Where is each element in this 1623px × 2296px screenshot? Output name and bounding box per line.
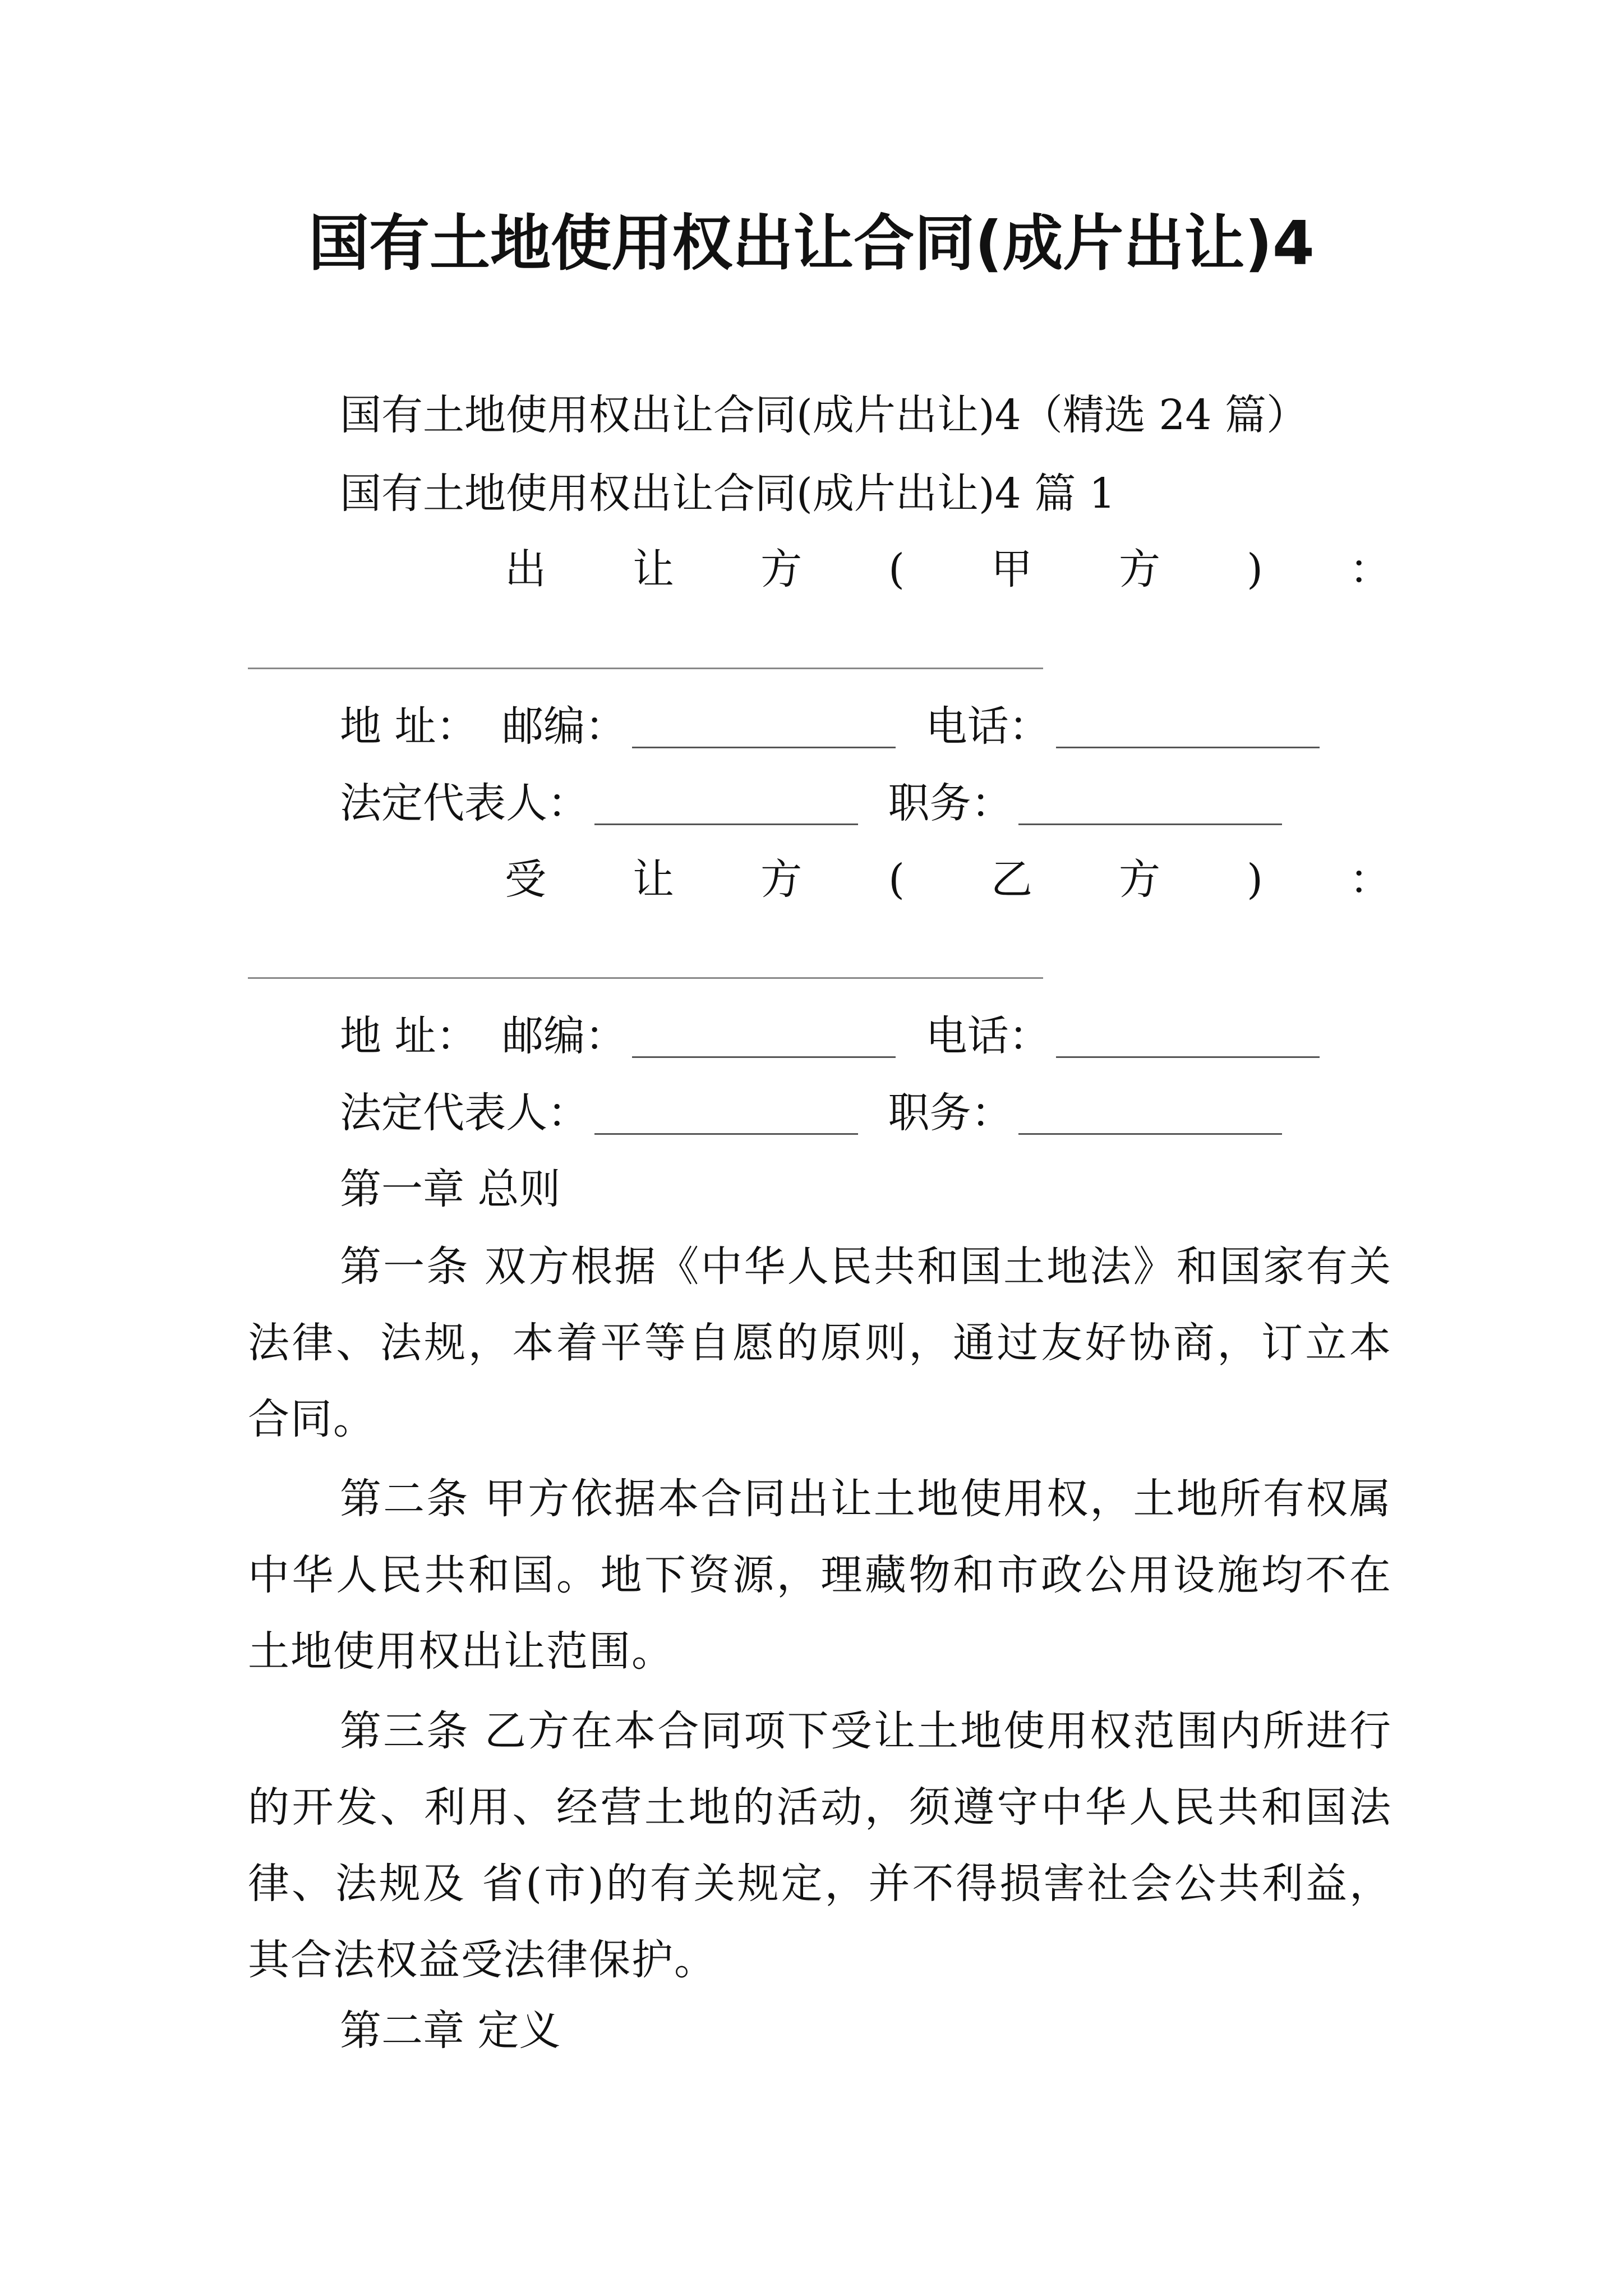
article-paragraph: 第二条 甲方依据本合同出让土地使用权，土地所有权属中华人民共和国。地下资源，理藏物和市政公用设施均不在土地使用权出让范围。 xyxy=(248,1475,1392,1676)
party-b-address-row xyxy=(340,1008,1336,1064)
party-b-char: ： xyxy=(1349,855,1391,904)
party-a-name-blank xyxy=(248,668,1043,669)
party-a-label xyxy=(505,541,1391,597)
article-paragraph: 第一条 双方根据《中华人民共和国土地法》和国家有关法律、法规，本着平等自愿的原则，通过友好协商，订立本合同。 xyxy=(248,1243,1392,1443)
party-b-char: 让 xyxy=(633,855,675,904)
article-paragraph: 第三条 乙方在本合同项下受让土地使用权范围内所进行的开发、利用、经营土地的活动，须遵守中华人民共和国法律、法规及 省(市)的有关规定，并不得损害社会公共利益，其合法权益受法律保护。 xyxy=(248,1707,1392,1984)
party-a-char: 方 xyxy=(760,545,803,593)
legal-rep-label: 法定代表人： xyxy=(340,1089,589,1137)
legal-rep-blank xyxy=(594,784,858,825)
party-a-address-row xyxy=(340,698,1336,754)
phone-label: 电话： xyxy=(925,1012,1050,1060)
party-b-label xyxy=(505,852,1391,908)
document-title: 国有土地使用权出让合同(成片出让)4 xyxy=(308,209,1315,279)
party-a-char: 出 xyxy=(505,545,546,593)
party-a-char: ( xyxy=(888,545,905,593)
party-b-rep-row xyxy=(340,1085,1299,1141)
chapter-heading: 第一章 总则 xyxy=(340,1165,561,1213)
party-b-char: 乙 xyxy=(991,855,1032,904)
party-b-char: ( xyxy=(888,855,905,904)
party-a-char: 方 xyxy=(1119,545,1161,593)
postcode-label: 邮编： xyxy=(502,702,627,751)
party-a-char: ： xyxy=(1349,545,1391,593)
party-a-rep-row xyxy=(340,775,1299,831)
party-b-char: 方 xyxy=(1119,855,1161,904)
party-a-char: 让 xyxy=(633,545,675,593)
postcode-blank xyxy=(632,1017,896,1058)
legal-rep-label: 法定代表人： xyxy=(340,779,589,827)
phone-label: 电话： xyxy=(925,702,1050,751)
address-label: 地 址： xyxy=(340,1012,478,1060)
position-label: 职务： xyxy=(888,1089,1013,1137)
section-heading: 国有土地使用权出让合同(成片出让)4 篇 1 xyxy=(340,470,1115,518)
position-blank xyxy=(1018,784,1282,825)
phone-blank xyxy=(1056,707,1320,748)
chapter-heading: 第二章 定义 xyxy=(340,2007,561,2055)
position-blank xyxy=(1018,1094,1282,1135)
postcode-label: 邮编： xyxy=(502,1012,627,1060)
postcode-blank xyxy=(632,707,896,748)
address-label: 地 址： xyxy=(340,702,478,751)
party-b-name-blank xyxy=(248,977,1043,979)
position-label: 职务： xyxy=(888,779,1013,827)
document-subtitle: 国有土地使用权出让合同(成片出让)4（精选 24 篇） xyxy=(340,391,1308,439)
party-a-char: ) xyxy=(1247,545,1263,593)
party-a-char: 甲 xyxy=(991,545,1032,593)
party-b-char: ) xyxy=(1247,855,1263,904)
phone-blank xyxy=(1056,1017,1320,1058)
legal-rep-blank xyxy=(594,1094,858,1135)
party-b-char: 方 xyxy=(760,855,803,904)
party-b-char: 受 xyxy=(505,855,546,904)
